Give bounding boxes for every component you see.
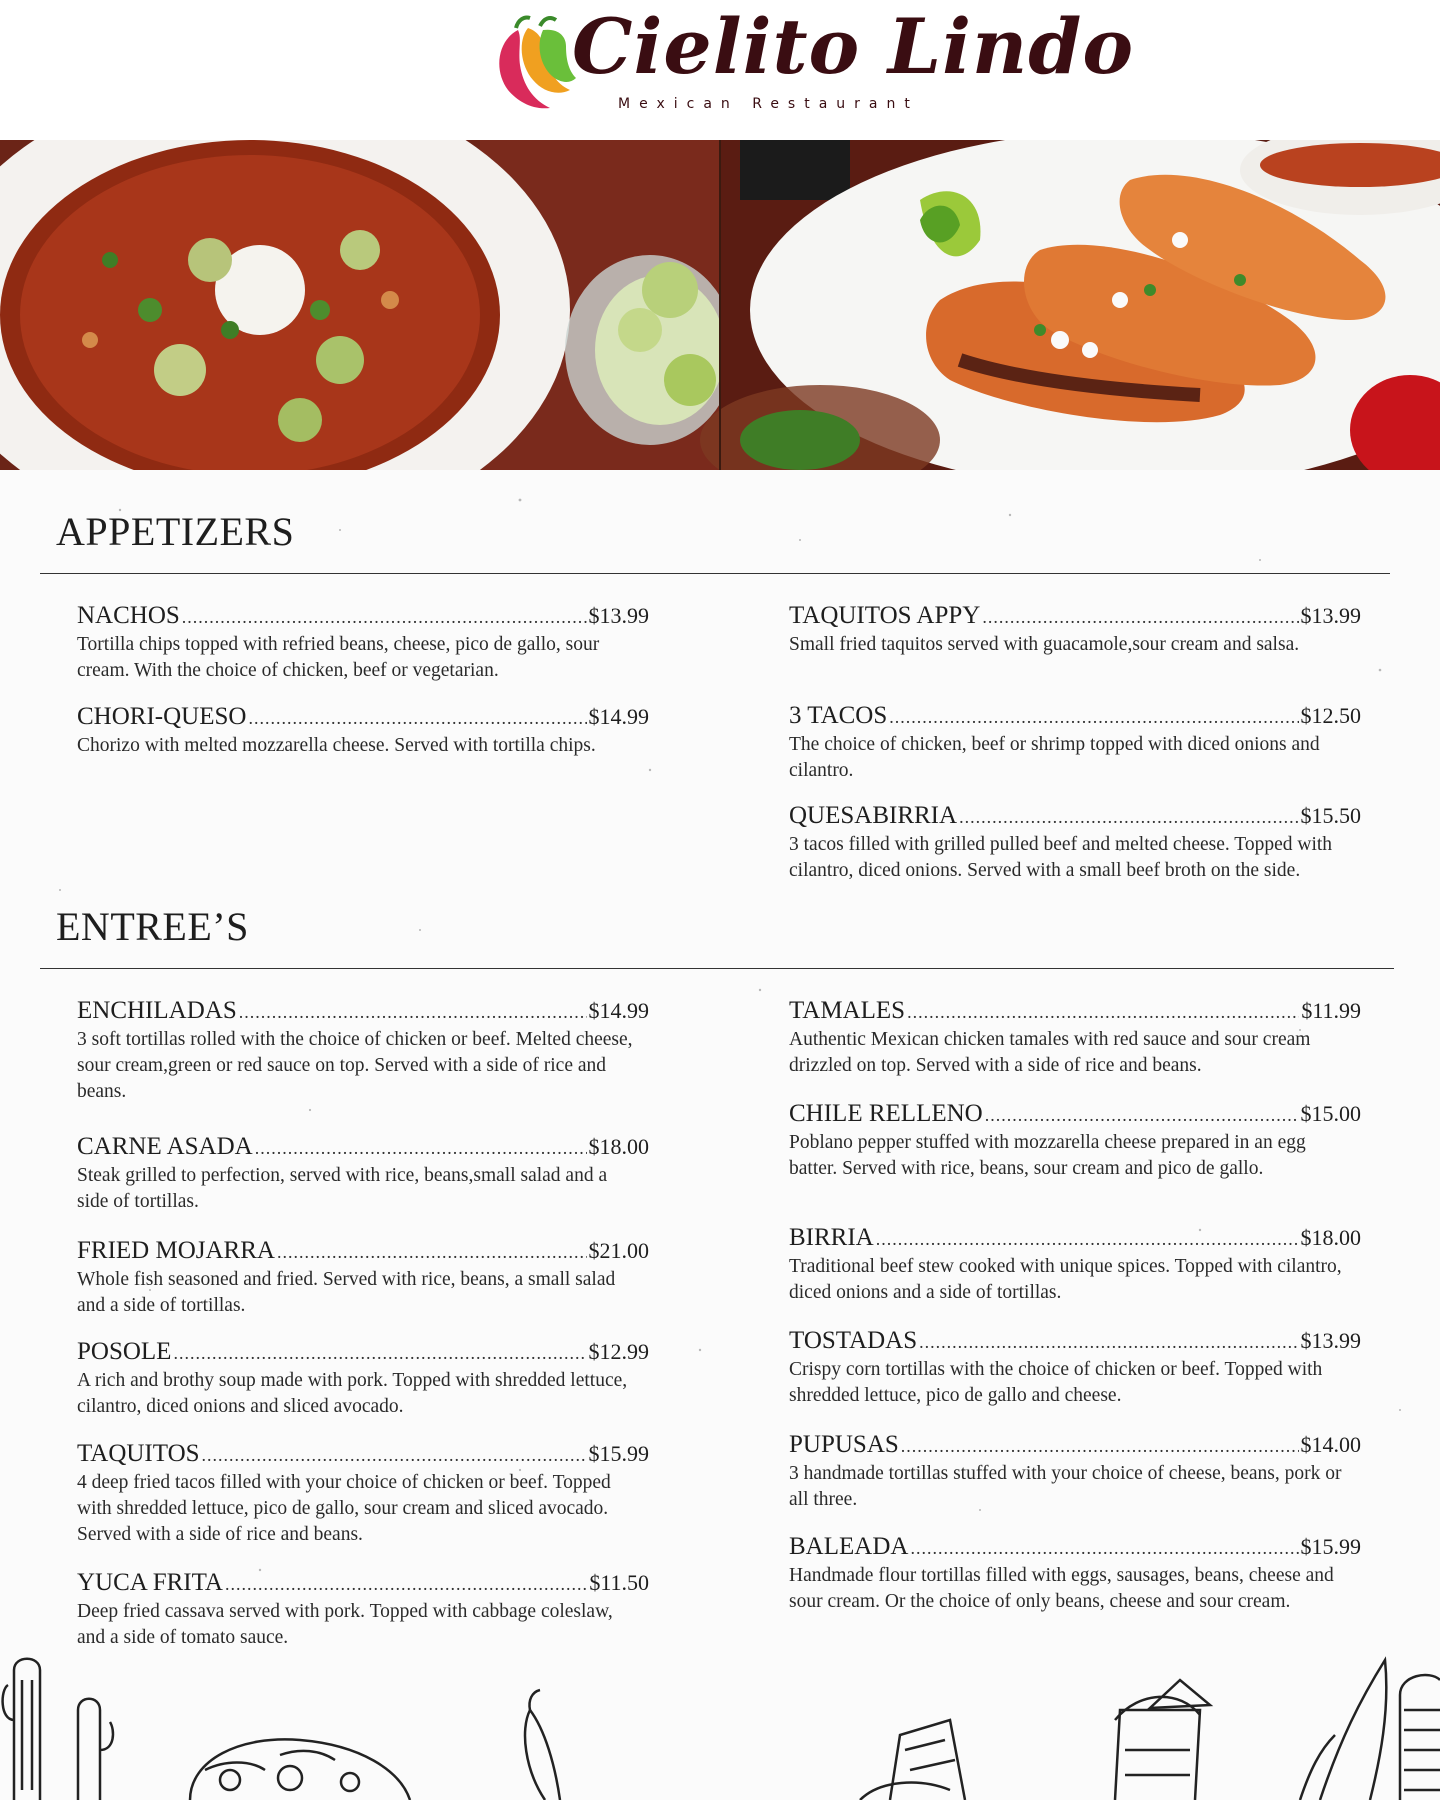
footer-illustrations xyxy=(0,1600,1440,1800)
item-description: Traditional beef stew cooked with unique spices. Topped with cilantro, diced onions and a side of tortillas. xyxy=(789,1256,1342,1303)
menu-item-taquitos-appy xyxy=(789,602,1361,658)
item-leader xyxy=(919,1332,1298,1353)
item-leader xyxy=(225,1574,587,1595)
item-leader xyxy=(901,1436,1299,1457)
item-price: $14.00 xyxy=(1300,1432,1361,1457)
item-description: Whole fish seasoned and fried. Served with rice, beans, a small salad and a side of tortillas. xyxy=(77,1269,616,1316)
item-description: Deep fried cassava served with pork. Topped with cabbage coleslaw, and a side of tomato sauce. xyxy=(77,1601,613,1648)
corn-icon xyxy=(1300,1660,1440,1800)
item-price: $15.99 xyxy=(588,1441,649,1466)
menu-item-quesabirria xyxy=(789,802,1361,884)
item-name: ENCHILADAS xyxy=(77,997,237,1024)
item-leader xyxy=(910,1538,1298,1559)
item-name: YUCA FRITA xyxy=(77,1569,223,1596)
item-name: POSOLE xyxy=(77,1338,172,1365)
item-leader xyxy=(876,1229,1299,1250)
item-name: CHILE RELLENO xyxy=(789,1100,983,1127)
cactus-icon xyxy=(3,1659,113,1800)
item-description: Authentic Mexican chicken tamales with red sauce and sour cream drizzled on top. Served with a side of rice and beans. xyxy=(789,1029,1311,1076)
item-name: NACHOS xyxy=(77,602,180,629)
item-description: Poblano pepper stuffed with mozzarella cheese prepared in an egg batter. Served with rice, beans, sour cream and pico de gallo. xyxy=(789,1132,1306,1179)
item-price: $13.99 xyxy=(1300,603,1361,628)
lime-drink-icon xyxy=(1115,1680,1210,1800)
item-description: Crispy corn tortillas with the choice of chicken or beef. Topped with shredded lettuce, pico de gallo and cheese. xyxy=(789,1359,1323,1406)
menu-item-nachos xyxy=(77,602,649,684)
item-price: $21.00 xyxy=(588,1238,649,1263)
entrees-title: ENTREE’S xyxy=(56,904,249,949)
item-description: Handmade flour tortillas filled with eggs, sausages, beans, cheese and sour cream. Or the choice of only beans, cheese and sour cream. xyxy=(789,1565,1334,1612)
menu-item-birria xyxy=(789,1224,1361,1306)
item-leader xyxy=(239,1002,587,1023)
posole-photo xyxy=(0,140,735,470)
item-leader xyxy=(889,707,1298,728)
item-description: Tortilla chips topped with refried beans, cheese, pico de gallo, sour cream. With the choice of chicken, beef or vegetarian. xyxy=(77,634,600,681)
item-price: $11.99 xyxy=(1301,998,1361,1023)
item-description: 3 tacos filled with grilled pulled beef and melted cheese. Topped with cilantro, diced onions. Served with a small beef broth on the side. xyxy=(789,834,1333,881)
item-price: $12.50 xyxy=(1300,703,1361,728)
item-name: BALEADA xyxy=(789,1533,909,1560)
tortilla-chips-icon xyxy=(860,1720,965,1800)
item-price: $14.99 xyxy=(588,998,649,1023)
item-price: $15.50 xyxy=(1300,803,1361,828)
item-price: $12.99 xyxy=(588,1339,649,1364)
menu-item-pupusas xyxy=(789,1431,1361,1513)
chili-peppers-logo-icon xyxy=(488,10,578,110)
item-description: Chorizo with melted mozzarella cheese. Served with tortilla chips. xyxy=(77,735,596,756)
item-price: $18.00 xyxy=(1300,1225,1361,1250)
menu-item-taquitos xyxy=(77,1440,649,1548)
item-name: TAQUITOS xyxy=(77,1440,200,1467)
item-description: 4 deep fried tacos filled with your choice of chicken or beef. Topped with shredded lettuce, pico de gallo, sour cream and sliced avocado. Served with a side of rice and beans. xyxy=(77,1472,611,1545)
appetizers-divider xyxy=(40,573,1390,574)
item-leader xyxy=(277,1242,587,1263)
item-price: $15.00 xyxy=(1300,1101,1361,1126)
item-leader xyxy=(255,1138,587,1159)
item-description: 3 soft tortillas rolled with the choice of chicken or beef. Melted cheese, sour cream,green or red sauce on top. Served with a side of rice and beans. xyxy=(77,1029,633,1102)
menu-item-posole xyxy=(77,1338,649,1420)
item-description: 3 handmade tortillas stuffed with your choice of cheese, beans, pork or all three. xyxy=(789,1463,1342,1510)
item-price: $14.99 xyxy=(588,704,649,729)
appetizers-title: APPETIZERS xyxy=(56,509,295,554)
item-leader xyxy=(907,1002,1299,1023)
menu-item-enchiladas xyxy=(77,997,649,1105)
menu-item-fried-mojarra xyxy=(77,1237,649,1319)
item-name: QUESABIRRIA xyxy=(789,802,958,829)
item-leader xyxy=(182,607,587,628)
item-price: $13.99 xyxy=(588,603,649,628)
item-price: $18.00 xyxy=(588,1134,649,1159)
item-leader xyxy=(985,1105,1299,1126)
item-name: TAMALES xyxy=(789,997,906,1024)
menu-item-chile-relleno xyxy=(789,1100,1361,1182)
item-leader xyxy=(959,807,1298,828)
food-photo-banner xyxy=(0,140,1440,470)
brand-tagline: Mexican Restaurant xyxy=(618,96,919,112)
item-leader xyxy=(248,708,586,729)
item-leader xyxy=(173,1343,586,1364)
menu-item-chori-queso xyxy=(77,703,649,759)
item-name: BIRRIA xyxy=(789,1224,874,1251)
entrees-divider xyxy=(40,968,1394,969)
header xyxy=(0,0,1440,140)
item-description: A rich and brothy soup made with pork. Topped with shredded lettuce, cilantro, diced onions and sliced avocado. xyxy=(77,1370,628,1417)
item-price: $13.99 xyxy=(1300,1328,1361,1353)
item-price: $11.50 xyxy=(589,1570,649,1595)
item-description: The choice of chicken, beef or shrimp topped with diced onions and cilantro. xyxy=(789,734,1320,781)
item-name: TAQUITOS APPY xyxy=(789,602,981,629)
chili-pepper-icon xyxy=(525,1690,560,1800)
menu-item-tamales xyxy=(789,997,1361,1079)
item-description: Small fried taquitos served with guacamole,sour cream and salsa. xyxy=(789,634,1300,655)
item-leader xyxy=(202,1445,587,1466)
item-leader xyxy=(982,607,1298,628)
brand-name: Cielito Lindo xyxy=(572,2,1135,91)
menu-item-3-tacos xyxy=(789,702,1361,784)
item-name: PUPUSAS xyxy=(789,1431,899,1458)
item-name: CARNE ASADA xyxy=(77,1133,253,1160)
item-name: 3 TACOS xyxy=(789,702,888,729)
quesabirria-photo xyxy=(700,140,1440,470)
taco-plate-icon xyxy=(190,1739,410,1800)
item-price: $15.99 xyxy=(1300,1534,1361,1559)
item-name: CHORI-QUESO xyxy=(77,703,247,730)
item-name: TOSTADAS xyxy=(789,1327,918,1354)
item-description: Steak grilled to perfection, served with rice, beans,small salad and a side of tortillas. xyxy=(77,1165,608,1212)
menu-item-tostadas xyxy=(789,1327,1361,1409)
item-name: FRIED MOJARRA xyxy=(77,1237,275,1264)
menu-item-carne-asada xyxy=(77,1133,649,1215)
